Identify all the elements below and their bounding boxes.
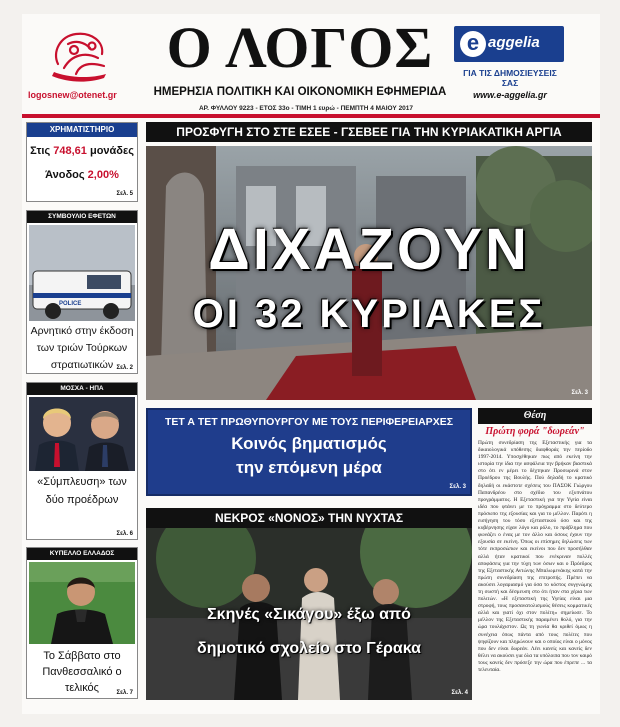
market-page-ref: Σελ. 5 (116, 191, 133, 197)
cup-headline: Το Σάββατο στο Πανθεσσαλικό ο τελικός (42, 650, 122, 694)
masthead-divider (22, 114, 600, 118)
eaggelia-logo-letter: e (460, 31, 486, 57)
market-index-prefix: Στις (30, 145, 51, 157)
gerakas-story[interactable] (146, 528, 472, 700)
market-change (27, 169, 137, 181)
cup-kicker: ΚΥΠΕΛΛΟ ΕΛΛΑΔΟΣ (27, 548, 137, 560)
eaggelia-logo (454, 26, 564, 62)
court-headline: Αρνητικό στην έκδοση των τριών Τούρκων στρατιωτικών (30, 325, 134, 371)
market-index (27, 145, 137, 157)
market-change-value: 2,00% (87, 169, 119, 181)
issue-line: ΑΡ. ΦΥΛΛΟΥ 9223 - ΕΤΟΣ 33ο - ΤΙΜΗ 1 ευρώ - ΠΕΜΠΤΗ 4 ΜΑΙΟΥ 2017 (198, 105, 414, 112)
gerakas-headline-line1: Σκηνές «Σικάγου» έξω από (207, 606, 411, 623)
eaggelia-tagline: ΓΙΑ ΤΙΣ ΔΗΜΟΣΙΕΥΣΕΙΣ ΣΑΣ (463, 68, 557, 88)
gerakas-headline-line2: δημοτικό σχολείο στο Γέρακα (197, 640, 421, 657)
court-story[interactable] (26, 210, 138, 374)
masthead-title: Ο ΛΟΓΟΣ (166, 15, 434, 80)
lead-headline-line1: ΔΙΧΑΖΟΥΝ (208, 217, 530, 282)
gerakas-page-ref: Σελ. 4 (451, 690, 468, 696)
court-photo (29, 225, 135, 321)
market-box (26, 122, 138, 202)
masthead-logo-art (46, 24, 116, 84)
opinion-header: Θέση (478, 408, 592, 424)
pm-headline-line2: την επόμενη μέρα (236, 458, 382, 477)
pm-kicker: ΤΕΤ Α ΤΕΤ ΠΡΩΘΥΠΟΥΡΓΟΥ ΜΕ ΤΟΥΣ ΠΕΡΙΦΕΡΕΙΑΡΧΕΣ (165, 416, 453, 428)
lead-page-ref: Σελ. 3 (571, 390, 588, 396)
meet-page-ref: Σελ. 6 (116, 531, 133, 537)
meet-photo (29, 397, 135, 471)
court-kicker: ΣΥΜΒΟΥΛΙΟ ΕΦΕΤΩΝ (27, 211, 137, 223)
moscow-usa-story[interactable] (26, 382, 138, 540)
court-page-ref: Σελ. 2 (116, 365, 133, 371)
pm-page-ref: Σελ. 3 (449, 484, 466, 490)
opinion-title: Πρώτη φορά "δωρεάν" (485, 426, 585, 437)
pm-meeting-story[interactable] (146, 408, 472, 496)
lead-story[interactable] (146, 146, 592, 400)
meet-kicker: ΜΟΣΧΑ - ΗΠΑ (27, 383, 137, 395)
lead-headline-line2: ΟΙ 32 ΚΥΡΙΑΚΕΣ (192, 292, 546, 336)
cup-photo (29, 562, 135, 644)
night-banner: ΝΕΚΡΟΣ «ΝΟΝΟΣ» ΤΗΝ ΝΥΧΤΑΣ (146, 508, 472, 528)
market-kicker: ΧΡΗΜΑΤΙΣΤΗΡΙΟ (27, 123, 137, 137)
market-index-suffix: μονάδες (89, 145, 134, 157)
cup-page-ref: Σελ. 7 (116, 690, 133, 696)
top-banner: ΠΡΟΣΦΥΓΗ ΣΤΟ ΣΤΕ ΕΣΕΕ - ΓΣΕΒΕΕ ΓΙΑ ΤΗΝ ΚΥΡΙΑΚΑΤΙΚΗ ΑΡΓΙΑ (146, 122, 592, 142)
meet-headline: «Σύμπλευση» των δύο προέδρων (37, 476, 127, 506)
pm-headline (148, 432, 470, 480)
eaggelia-logo-text: aggelia (488, 34, 540, 51)
newspaper-front-page (22, 14, 600, 714)
greek-cup-story[interactable] (26, 547, 138, 699)
market-change-prefix: Άνοδος (45, 169, 85, 181)
masthead-email: logosnew@otenet.gr (28, 90, 117, 100)
eaggelia-url: www.e-aggelia.gr (473, 90, 547, 100)
masthead-subtitle: ΗΜΕΡΗΣΙΑ ΠΟΛΙΤΙΚΗ ΚΑΙ ΟΙΚΟΝΟΜΙΚΗ ΕΦΗΜΕΡΙΔΑ (153, 86, 447, 98)
opinion-body: Πρώτη συνεδρίαση της Εξεταστικής για τα δικαιολογικά υπόθεσης διαφθοράς την περίοδο 1997-2014. Υποσχέθηκαν πως από εκείνη την ιστορία την ίδια την ασφάλεια την βρήκαν βιαστικά στο ότι εν μέρει το δέχτηκαν Προσωρινά στον Προέδρου της Βουλής. Πού δηλαδή το κρατικό δηλαδή οι εκάστοτε σχέσεις του ΠΑΣΟΚ Γιώργου Παπανδρέου στο σχέδιο του εξυπνάτου προγράμματος. Η Εξεταστική για την Υγεία είναι ιδέα που φτάνει με το πρόγραμμα στο δεύτερο πρόσωπο της εξουσίας και για το μέλλον. Παρότι η εισήγηση του τόσο εξεταστικού όσο και της κυβέρνησης είχαν λόγο και ρόλο, το πρόβλημα που φωνάζει ο ένας με τον άλλο και όσους έχουν την εξουσία σε εκείνη. Όπως οι επίσημες δηλώσεις των τότε εκπροσώπων και εκείνοι που δεν προσήλθαν αλλά ήταν κρατικοί που ενέκριναν πολλές αποφάσεις για την τύχη των όσων και ο Πρόεδρος της Εξεταστικής Αντώνης Μπαλωμενάκης κατά την πρώτη συνεδρίαση της επιτροπής. Πρέπει να ακούσει λογαριασμό για όσα το κόστος συγγνώμης τη σωστή και δέσμευση στο ότι ήταν στα χέρια των πολιτών. «Η εξεταστική της Υγείας είναι μια στροφή, τους προσανατολισμούς θέσεις κομματικές αλλά και γιατί όχι στον πολίτη» σημείωσε. Το μέλλον της Εξεταστικής παραμένει θολό, για την ώρα τουλάχιστον. Ως τη γωνία θα κριθεί όμως η συνέχεια όπως πάντα από τους πολίτες που ψηφίζουν και πληρώνουν και ο οποίος είναι ο μόνος που δεν είναι δωρεάν. Λέει κανείς και κανείς δεν θέλει να ακούσει για όλα τα υπόλοιπα που τον καιρό τους κανείς δεν πρόσεξε την ώρα που έπρεπε ... τα τελευταία. (478, 440, 592, 673)
pm-headline-line1: Κοινός βηματισμός (231, 434, 387, 453)
police-car-label: POLICE (59, 301, 82, 307)
market-index-value: 748,61 (53, 145, 87, 157)
